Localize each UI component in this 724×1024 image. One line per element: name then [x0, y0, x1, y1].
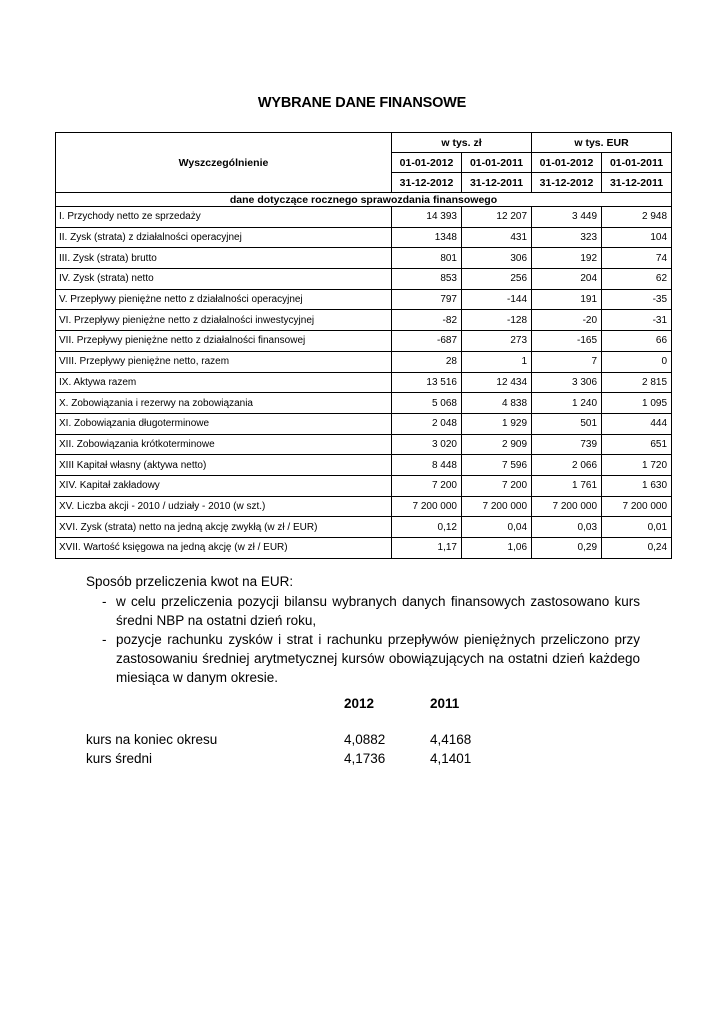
row-value: -687 [392, 331, 462, 352]
row-value: 273 [462, 331, 532, 352]
row-label: V. Przepływy pieniężne netto z działalności operacyjnej [56, 289, 392, 310]
table-row [56, 310, 672, 331]
period-to: 31-12-2011 [462, 173, 532, 193]
unit-pln: w tys. zł [392, 133, 532, 153]
bullet-text: pozycje rachunku zysków i strat i rachunku przepływów pieniężnych przeliczono przy zastosowaniu średniej arytmetycznej kursów obowiązujących na ostatni dzień każdego miesiąca w danym okresie. [116, 632, 640, 685]
table-row [56, 351, 672, 372]
bullet-dash: - [102, 632, 107, 647]
notes-bullet [86, 592, 640, 630]
row-value: 66 [602, 331, 672, 352]
row-value: -35 [602, 289, 672, 310]
row-value: 1 630 [602, 475, 672, 496]
row-label: XI. Zobowiązania długoterminowe [56, 413, 392, 434]
row-value: -20 [532, 310, 602, 331]
row-label: XII. Zobowiązania krótkoterminowe [56, 434, 392, 455]
row-value: 0,29 [532, 538, 602, 559]
row-value: 1 240 [532, 393, 602, 414]
header-label: Wyszczególnienie [56, 133, 392, 193]
rates-value: 4,1401 [430, 751, 472, 766]
row-value: -128 [462, 310, 532, 331]
period-from: 01-01-2012 [392, 153, 462, 173]
row-label: VII. Przepływy pieniężne netto z działalności finansowej [56, 331, 392, 352]
row-value: -82 [392, 310, 462, 331]
exchange-rates [86, 696, 506, 770]
row-label: III. Zysk (strata) brutto [56, 248, 392, 269]
rates-header [86, 696, 506, 732]
row-value: 192 [532, 248, 602, 269]
row-value: 3 449 [532, 207, 602, 228]
row-value: 0,24 [602, 538, 672, 559]
row-value: 2 815 [602, 372, 672, 393]
row-label: XVI. Zysk (strata) netto na jedną akcję zwykłą (w zł / EUR) [56, 517, 392, 538]
row-value: 444 [602, 413, 672, 434]
period-to: 31-12-2011 [602, 173, 672, 193]
period-to: 31-12-2012 [532, 173, 602, 193]
row-label: I. Przychody netto ze sprzedaży [56, 207, 392, 228]
rates-label: kurs na koniec okresu [86, 732, 218, 747]
row-value: -165 [532, 331, 602, 352]
section-label: dane dotyczące rocznego sprawozdania finansowego [56, 193, 672, 207]
bullet-text: w celu przeliczenia pozycji bilansu wybranych danych finansowych zastosowano kurs średni NBP na ostatni dzień roku, [116, 594, 640, 628]
row-value: 28 [392, 351, 462, 372]
row-value: 853 [392, 269, 462, 290]
row-value: 7 200 [462, 475, 532, 496]
period-from: 01-01-2012 [532, 153, 602, 173]
table-row [56, 475, 672, 496]
table-row [56, 227, 672, 248]
row-value: 651 [602, 434, 672, 455]
row-label: IX. Aktywa razem [56, 372, 392, 393]
row-value: 2 948 [602, 207, 672, 228]
row-value: 5 068 [392, 393, 462, 414]
unit-eur: w tys. EUR [532, 133, 672, 153]
row-value: 3 306 [532, 372, 602, 393]
row-value: 12 207 [462, 207, 532, 228]
table-row [56, 413, 672, 434]
row-value: 7 200 000 [602, 496, 672, 517]
rates-value: 4,0882 [344, 732, 386, 747]
table-row [56, 517, 672, 538]
row-value: 7 200 000 [532, 496, 602, 517]
row-value: 7 [532, 351, 602, 372]
row-value: 501 [532, 413, 602, 434]
page-title: WYBRANE DANE FINANSOWE [257, 95, 467, 111]
row-value: 62 [602, 269, 672, 290]
row-value: 0,03 [532, 517, 602, 538]
row-value: 7 200 000 [392, 496, 462, 517]
period-from: 01-01-2011 [462, 153, 532, 173]
row-value: 7 200 [392, 475, 462, 496]
rates-value: 4,1736 [344, 751, 386, 766]
rates-label: kurs średni [86, 751, 153, 766]
row-value: 2 066 [532, 455, 602, 476]
period-to: 31-12-2012 [392, 173, 462, 193]
row-value: 74 [602, 248, 672, 269]
row-value: 306 [462, 248, 532, 269]
row-value: -31 [602, 310, 672, 331]
row-value: 1 095 [602, 393, 672, 414]
row-value: 204 [532, 269, 602, 290]
table-row [56, 496, 672, 517]
table-row [56, 207, 672, 228]
row-value: -144 [462, 289, 532, 310]
table-row [56, 269, 672, 290]
notes-bullet [86, 630, 640, 687]
row-value: 1 720 [602, 455, 672, 476]
row-value: 12 434 [462, 372, 532, 393]
rates-year: 2012 [344, 696, 375, 711]
financial-data-table [55, 132, 672, 559]
notes-intro: Sposób przeliczenia kwot na EUR: [86, 574, 294, 589]
row-label: XVII. Wartość księgowa na jedną akcję (w zł / EUR) [56, 538, 392, 559]
table-row [56, 248, 672, 269]
conversion-notes [86, 572, 640, 687]
row-value: 1,17 [392, 538, 462, 559]
row-value: 14 393 [392, 207, 462, 228]
row-value: 323 [532, 227, 602, 248]
row-value: 0 [602, 351, 672, 372]
row-label: IV. Zysk (strata) netto [56, 269, 392, 290]
row-label: X. Zobowiązania i rezerwy na zobowiązania [56, 393, 392, 414]
row-value: 8 448 [392, 455, 462, 476]
row-label: VIII. Przepływy pieniężne netto, razem [56, 351, 392, 372]
table-row [56, 434, 672, 455]
row-label: II. Zysk (strata) z działalności operacyjnej [56, 227, 392, 248]
row-label: XIII Kapitał własny (aktywa netto) [56, 455, 392, 476]
table-row [56, 393, 672, 414]
bullet-dash: - [102, 594, 107, 609]
row-value: 739 [532, 434, 602, 455]
table-row [56, 372, 672, 393]
row-value: 1 761 [532, 475, 602, 496]
row-value: 3 020 [392, 434, 462, 455]
row-value: 1348 [392, 227, 462, 248]
period-from: 01-01-2011 [602, 153, 672, 173]
row-label: XIV. Kapitał zakładowy [56, 475, 392, 496]
row-value: 13 516 [392, 372, 462, 393]
table-row [56, 538, 672, 559]
row-value: 797 [392, 289, 462, 310]
table-row [56, 455, 672, 476]
row-value: 104 [602, 227, 672, 248]
row-value: 7 200 000 [462, 496, 532, 517]
rates-value: 4,4168 [430, 732, 472, 747]
table-row [56, 289, 672, 310]
row-value: 191 [532, 289, 602, 310]
row-label: XV. Liczba akcji - 2010 / udziały - 2010 (w szt.) [56, 496, 392, 517]
row-value: 1 [462, 351, 532, 372]
row-value: 2 909 [462, 434, 532, 455]
row-value: 0,01 [602, 517, 672, 538]
rates-year: 2011 [430, 696, 460, 711]
row-value: 431 [462, 227, 532, 248]
rates-row [86, 751, 506, 770]
row-value: 256 [462, 269, 532, 290]
row-value: 0,04 [462, 517, 532, 538]
row-value: 4 838 [462, 393, 532, 414]
table-row [56, 331, 672, 352]
row-value: 801 [392, 248, 462, 269]
row-value: 0,12 [392, 517, 462, 538]
row-label: VI. Przepływy pieniężne netto z działalności inwestycyjnej [56, 310, 392, 331]
row-value: 1,06 [462, 538, 532, 559]
row-value: 1 929 [462, 413, 532, 434]
row-value: 2 048 [392, 413, 462, 434]
row-value: 7 596 [462, 455, 532, 476]
rates-row [86, 732, 506, 751]
